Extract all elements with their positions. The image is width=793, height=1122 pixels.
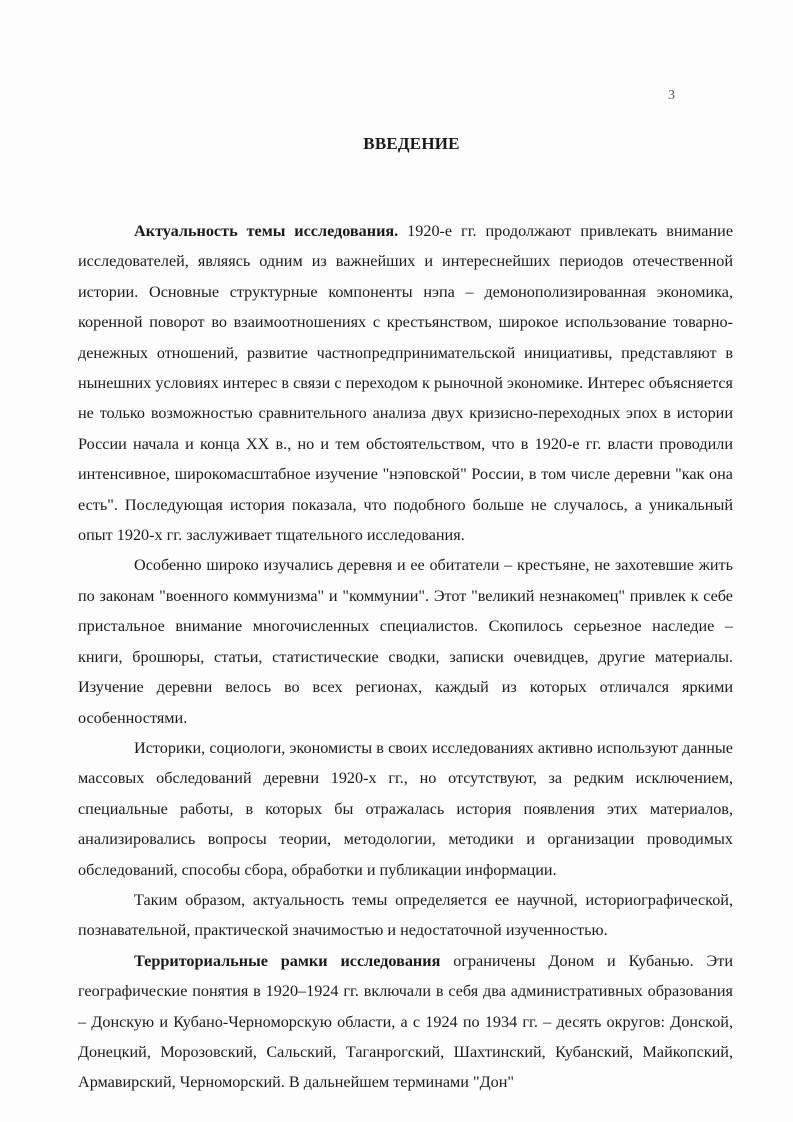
paragraph-lead: Территориальные рамки исследования <box>134 951 441 970</box>
section-heading: ВВЕДЕНИЕ <box>363 134 460 153</box>
paragraph-text: ограничены Доном и Кубанью. Эти географические понятия в 1920–1924 гг. включали в себя два административных образования – Донскую и Кубано-Черноморскую области, а с 1924 по 1934 гг. – десять округов: Донской, Донецкий, Морозовский, Сальский, Таганрогский, Шахтинский, Кубанский, Майкопский, Армавирский, Черноморский. В дальнейшем терминами "Дон" <box>78 951 733 1092</box>
paragraph-historians <box>78 733 733 885</box>
paragraph-territorial-scope <box>78 946 733 1098</box>
body-text <box>78 216 733 1098</box>
paragraph-lead: Актуальность темы исследования. <box>134 222 399 240</box>
paragraph-text: Таким образом, актуальность темы определяется ее научной, историографической, познавательной, практической значимостью и недостаточной изученностью. <box>78 890 733 940</box>
page-number: 3 <box>668 88 675 103</box>
paragraph-relevance <box>78 216 733 550</box>
paragraph-village-study <box>78 550 733 732</box>
paragraph-text: Особенно широко изучались деревня и ее обитатели – крестьяне, не захотевшие жить по законам "военного коммунизма" и "коммунии". Этот "великий незнакомец" привлек к себе пристальное внимание многочисленных специалистов. Скопилось серьезное наследие – книги, брошюры, статьи, статистические сводки, записки очевидцев, другие материалы. Изучение деревни велось во всех регионах, каждый из которых отличался яркими особенностями. <box>78 556 733 727</box>
paragraph-text: 1920-е гг. продолжают привлекать внимание исследователей, являясь одним из важнейших и интереснейших периодов отечественной истории. Основные структурные компоненты нэпа – демонополизированная экономика, коренной поворот во взаимоотношениях с крестьянством, широкое использование товарно-денежных отношений, развитие частнопредпринимательской инициативы, представляют в нынешних условиях интерес в связи с переходом к рыночной экономике. Интерес объясняется не только возможностью сравнительного анализа двух кризисно-переходных эпох в истории России начала и конца XX в., но и тем обстоятельством, что в 1920-е гг. власти проводили интенсивное, широкомасштабное изучение "нэповской" России, в том числе деревни "как она есть". Последующая история показала, что подобного больше не случалось, а уникальный опыт 1920-х гг. заслуживает тщательного исследования. <box>78 222 733 545</box>
paragraph-text: Историки, социологи, экономисты в своих исследованиях активно используют данные массовых обследований деревни 1920-х гг., но отсутствуют, за редким исключением, специальные работы, в которых бы отражалась история появления этих материалов, анализировались вопросы теории, методологии, методики и организации проводимых обследований, способы сбора, обработки и публикации информации. <box>78 738 733 879</box>
paragraph-conclusion <box>78 885 733 946</box>
